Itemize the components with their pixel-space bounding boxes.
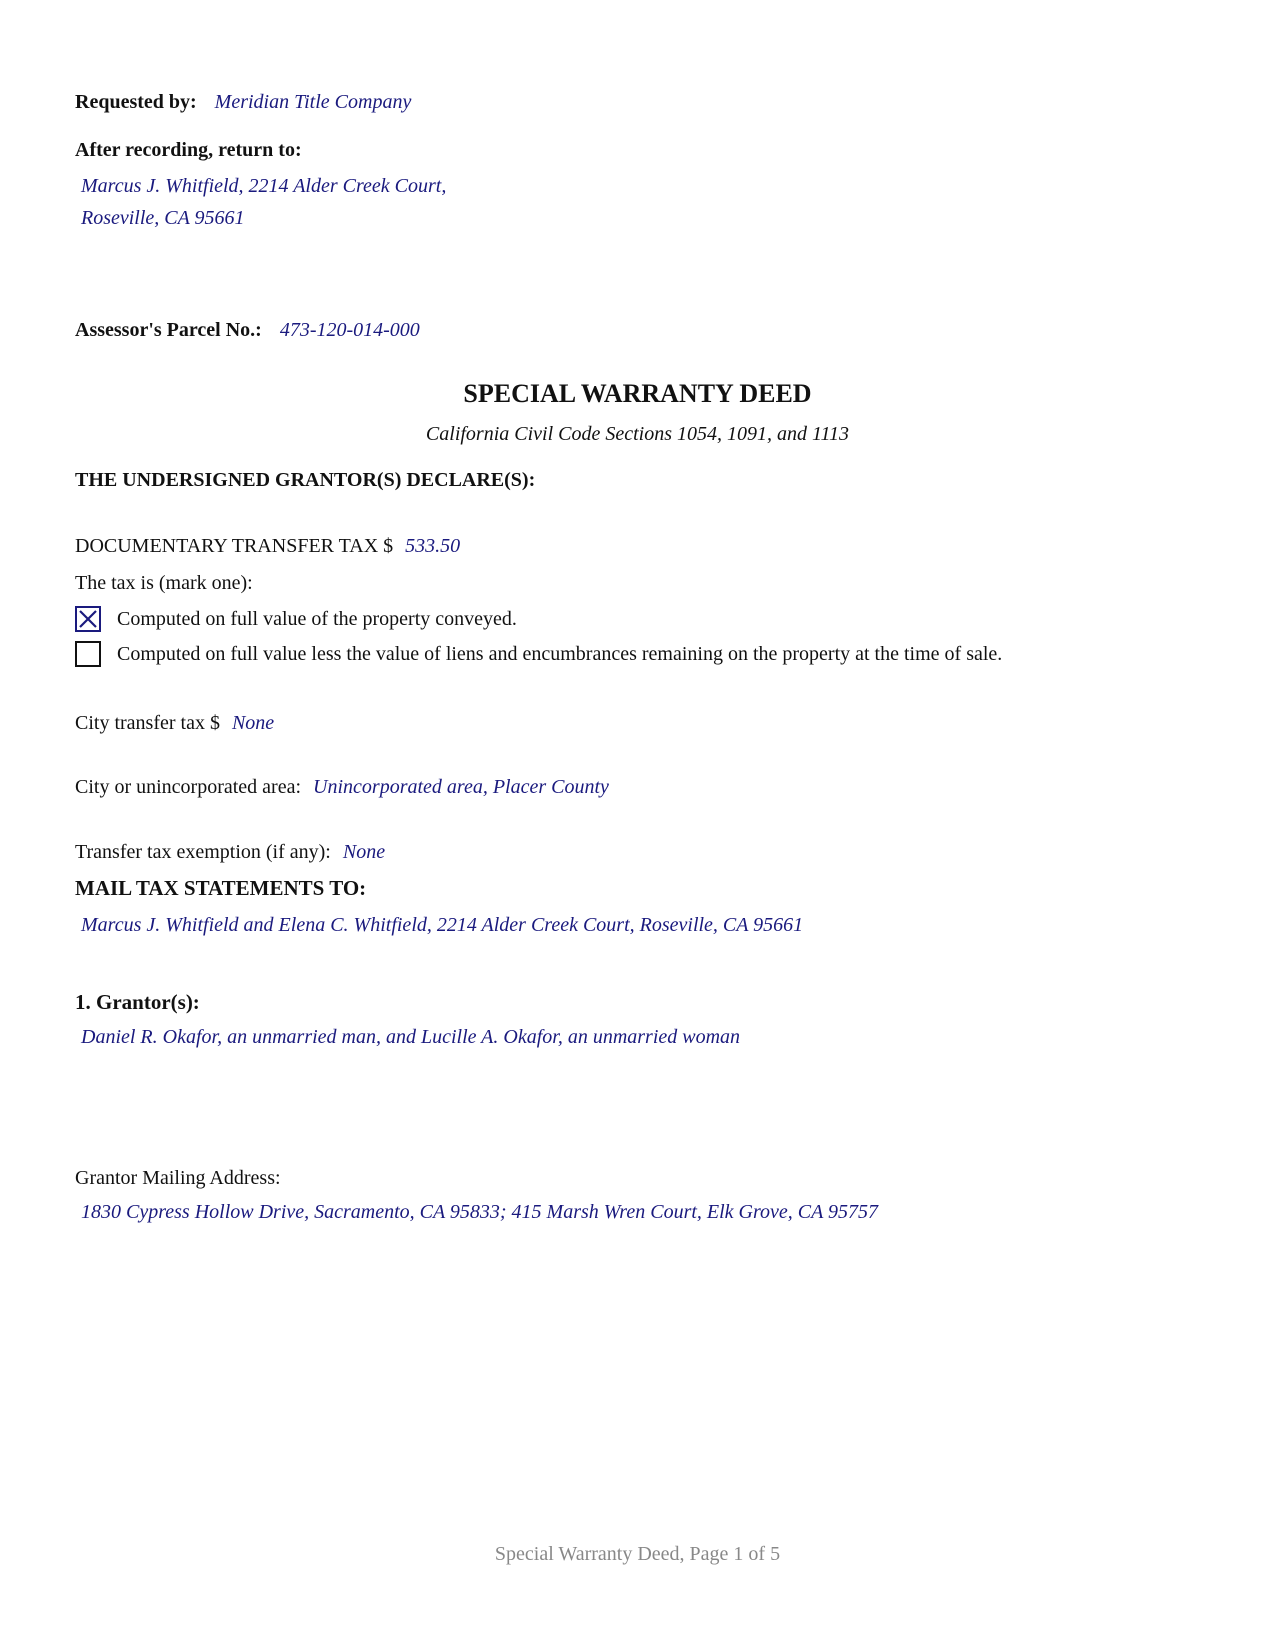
- dtt-value: 533.50: [405, 535, 461, 557]
- mail-tax-heading: MAIL TAX STATEMENTS TO:: [75, 876, 367, 900]
- return-to-line1: Marcus J. Whitfield, 2214 Alder Creek Court,: [81, 175, 447, 197]
- document-title: SPECIAL WARRANTY DEED: [463, 379, 812, 408]
- apn-label: Assessor's Parcel No.:: [75, 319, 262, 341]
- apn-value: 473-120-014-000: [279, 319, 420, 341]
- city-tax-label: City transfer tax $: [75, 712, 220, 734]
- return-to-line2: Roseville, CA 95661: [81, 207, 245, 229]
- page-footer: Special Warranty Deed, Page 1 of 5: [494, 1543, 781, 1565]
- exemption-value: None: [342, 841, 386, 863]
- apn-row: [75, 318, 420, 342]
- city-tax-row: [75, 711, 274, 735]
- return-to-label: After recording, return to:: [75, 139, 302, 161]
- grantor-mailing-value: 1830 Cypress Hollow Drive, Sacramento, CA 95833; 415 Marsh Wren Court, Elk Grove, CA 95757: [81, 1201, 878, 1223]
- tax-option-full-value-label: Computed on full value of the property conveyed.: [117, 608, 517, 630]
- document-subtitle: California Civil Code Sections 1054, 1091, and 1113: [425, 423, 850, 445]
- mail-tax-value: Marcus J. Whitfield and Elena C. Whitfield, 2214 Alder Creek Court, Roseville, CA 95661: [81, 914, 804, 936]
- dtt-row: [75, 534, 460, 558]
- requested-by-value: Meridian Title Company: [214, 91, 412, 113]
- declares-heading: THE UNDERSIGNED GRANTOR(S) DECLARE(S):: [75, 469, 536, 491]
- grantor-heading: 1. Grantor(s):: [75, 990, 200, 1014]
- grantor-mailing-label: Grantor Mailing Address:: [75, 1167, 281, 1189]
- unchecked-checkbox-icon[interactable]: [75, 641, 101, 667]
- mark-one-label: The tax is (mark one):: [75, 572, 253, 594]
- area-label: City or unincorporated area:: [75, 776, 302, 798]
- requested-by-label: Requested by:: [75, 91, 197, 113]
- tax-option-less-liens-label: Computed on full value less the value of liens and encumbrances remaining on the property at the time of sale.: [117, 643, 1003, 665]
- exemption-row: [75, 840, 385, 864]
- area-row: [75, 775, 609, 799]
- city-tax-value: None: [231, 712, 275, 734]
- area-value: Unincorporated area, Placer County: [313, 776, 609, 798]
- requested-by-row: [75, 90, 411, 114]
- grantor-value: Daniel R. Okafor, an unmarried man, and Lucille A. Okafor, an unmarried woman: [81, 1026, 741, 1048]
- exemption-label: Transfer tax exemption (if any):: [75, 841, 331, 863]
- dtt-label: DOCUMENTARY TRANSFER TAX $: [75, 535, 394, 557]
- checked-checkbox-icon[interactable]: [75, 606, 101, 632]
